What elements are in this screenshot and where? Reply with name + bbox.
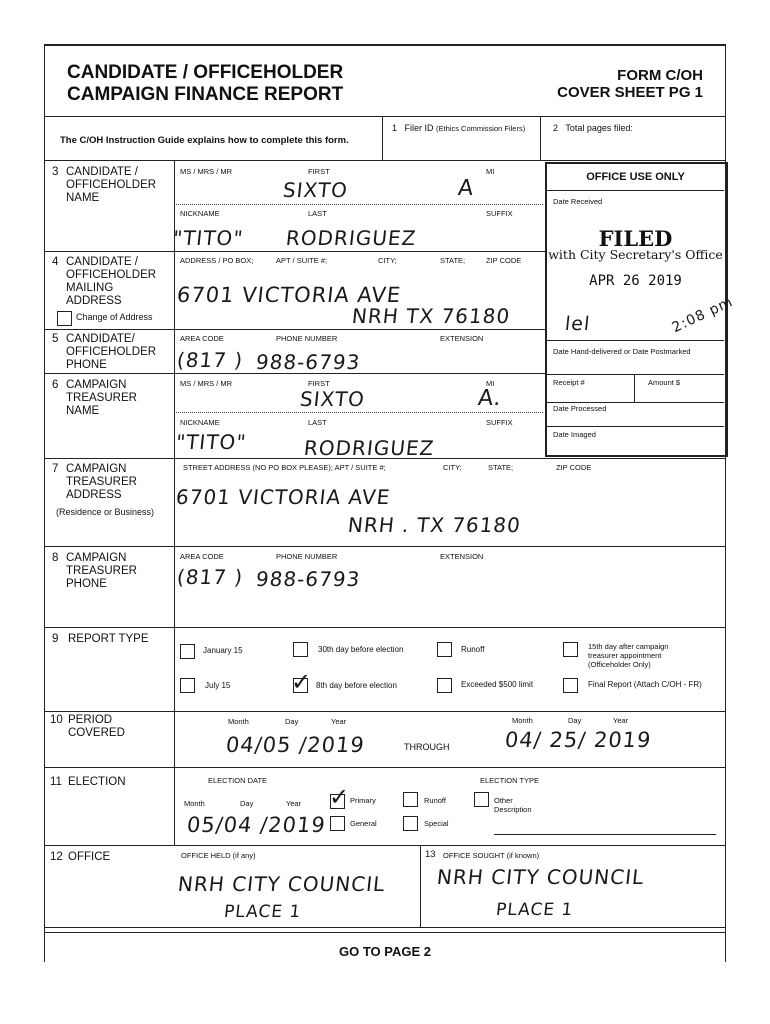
rule-s6 <box>44 373 545 374</box>
s7-street-value[interactable]: 6701 VICTORIA AVE <box>174 485 392 509</box>
s4-zip-label: ZIP CODE <box>486 256 522 265</box>
s7-label-2: TREASURER <box>66 476 137 488</box>
rule-header <box>44 116 726 117</box>
report-exceeded-label: Exceeded $500 limit <box>461 680 534 689</box>
election-runoff-checkbox[interactable] <box>403 792 418 807</box>
s11-day-label: Day <box>240 799 254 808</box>
s10-to-year-label: Year <box>613 716 629 725</box>
change-of-address-label: Change of Address <box>76 312 153 322</box>
s4-label-1: CANDIDATE / <box>66 256 138 268</box>
frame-left <box>44 44 45 962</box>
rule-office-2 <box>547 340 724 341</box>
s3-label-1: CANDIDATE / <box>66 166 138 178</box>
s5-num: 5 <box>52 333 59 345</box>
s3-label-2: OFFICEHOLDER <box>66 179 157 191</box>
s7-street-label: STREET ADDRESS (NO PO BOX PLEASE); APT / SUITE #; <box>183 463 386 472</box>
report-jan15-label: January 15 <box>203 646 243 655</box>
s6-dotted <box>176 412 543 413</box>
s6-first-label: FIRST <box>308 379 330 388</box>
s6-ms-label: MS / MRS / MR <box>180 379 233 388</box>
s9-num: 9 <box>52 633 59 645</box>
s5-label-1: CANDIDATE/ <box>66 333 135 345</box>
s7-sub: (Residence or Business) <box>56 507 155 517</box>
s4-label-2: OFFICEHOLDER <box>66 269 157 281</box>
s3-last-label: LAST <box>308 209 327 218</box>
s10-from-year-label: Year <box>331 717 347 726</box>
report-15day-label <box>588 642 668 669</box>
s7-city-label: CITY; <box>443 463 462 472</box>
rule-s7 <box>44 458 726 459</box>
election-description-text: Description <box>494 805 532 814</box>
s8-label <box>66 552 137 591</box>
s7-label-3: ADDRESS <box>66 489 122 501</box>
s8-phone-label: PHONE NUMBER <box>276 552 338 561</box>
s10-to-value[interactable]: 04/ 25/ 2019 <box>503 728 653 752</box>
title-line2: CAMPAIGN FINANCE REPORT <box>67 84 344 105</box>
s8-area-label: AREA CODE <box>180 552 224 561</box>
s11-num: 11 <box>50 776 62 788</box>
frame-top <box>44 44 726 46</box>
s12-num: 12 <box>50 851 63 863</box>
s5-label-2: OFFICEHOLDER <box>66 346 157 358</box>
s4-city-state-zip-value[interactable]: NRH TX 76180 <box>350 304 512 328</box>
s12-held-label: OFFICE HELD (if any) <box>181 851 256 860</box>
form-code: FORM C/OH <box>617 67 703 84</box>
hand-delivered-label: Date Hand-delivered or Date Postmarked <box>553 347 691 356</box>
s5-label-3: PHONE <box>66 359 107 371</box>
rule-office-v <box>634 374 635 402</box>
s4-apt-label: APT / SUITE #; <box>276 256 328 265</box>
report-15day-line3: (Officeholder Only) <box>588 660 651 669</box>
s6-label <box>66 379 137 418</box>
s7-label <box>66 463 137 502</box>
title-line1: CANDIDATE / OFFICEHOLDER <box>67 62 344 83</box>
election-other-checkbox[interactable] <box>474 792 489 807</box>
report-final-label: Final Report (Attach C/OH - FR) <box>588 680 702 689</box>
s3-label-3: NAME <box>66 192 100 204</box>
s5-area-value[interactable]: (817 ) <box>175 348 245 372</box>
s6-label-1: CAMPAIGN <box>66 379 127 391</box>
rule-v-office <box>420 845 421 927</box>
s6-last-label: LAST <box>308 418 327 427</box>
go-to-page-2: GO TO PAGE 2 <box>339 944 431 959</box>
s10-to-month-label: Month <box>512 716 533 725</box>
election-runoff-label: Runoff <box>424 796 446 805</box>
filer-id-num: 1 <box>392 123 398 133</box>
s5-phone-value[interactable]: 988-6793 <box>254 350 362 374</box>
election-general-checkbox[interactable] <box>330 816 345 831</box>
election-description-line <box>494 834 716 835</box>
filer-id-field[interactable] <box>392 123 525 134</box>
filer-id-note: (Ethics Commission Filers) <box>436 124 526 133</box>
report-jul15-label: July 15 <box>205 681 231 690</box>
report-8day-label: 8th day before election <box>316 681 397 690</box>
filed-with: with City Secretary's Office <box>548 247 723 262</box>
s10-to-day-label: Day <box>568 716 582 725</box>
s3-first-label: FIRST <box>308 167 330 176</box>
filed-stamp: FILED <box>598 226 673 251</box>
s10-num: 10 <box>50 714 63 726</box>
report-exceeded-checkbox[interactable] <box>437 678 452 693</box>
s8-label-2: TREASURER <box>66 565 137 577</box>
s7-city-state-zip-value[interactable]: NRH . TX 76180 <box>346 513 523 537</box>
s3-first-value[interactable]: SIXTO <box>281 178 350 202</box>
s8-area-value[interactable]: (817 ) <box>175 565 245 589</box>
report-15day-checkbox[interactable] <box>563 642 578 657</box>
rule-footer-1 <box>44 927 726 928</box>
s3-dotted <box>176 204 543 205</box>
s11-type-label: ELECTION TYPE <box>480 776 540 785</box>
s8-phone-value[interactable]: 988-6793 <box>254 567 362 591</box>
s6-first-value[interactable]: SIXTO <box>298 387 367 411</box>
s3-nickname-label: NICKNAME <box>180 209 220 218</box>
report-runoff-label: Runoff <box>461 645 485 654</box>
form-subtitle: COVER SHEET PG 1 <box>557 84 703 101</box>
report-jul15-checkbox[interactable] <box>180 678 195 693</box>
s7-zip-label: ZIP CODE <box>556 463 592 472</box>
report-jan15-checkbox[interactable] <box>180 644 195 659</box>
rule-s11 <box>44 767 726 768</box>
s12-held-value-2[interactable]: PLACE 1 <box>222 902 303 922</box>
s10-from-day-label: Day <box>285 717 299 726</box>
election-primary-label: Primary <box>350 796 376 805</box>
s7-state-label: STATE; <box>488 463 514 472</box>
office-use-title: OFFICE USE ONLY <box>586 171 685 183</box>
s10-label-1: PERIOD <box>68 714 113 726</box>
s6-nickname-value[interactable]: "TITO" <box>174 430 248 454</box>
s3-mi-label: MI <box>486 167 495 176</box>
s11-label: ELECTION <box>68 776 126 788</box>
s4-street-value[interactable]: 6701 VICTORIA AVE <box>175 283 403 307</box>
s10-through: THROUGH <box>404 742 450 752</box>
total-pages-num: 2 <box>553 123 559 133</box>
s6-num: 6 <box>52 379 59 391</box>
election-primary-check-mark: ✓ <box>329 783 351 811</box>
election-special-checkbox[interactable] <box>403 816 418 831</box>
election-special-label: Special <box>424 819 449 828</box>
s12-held-value-1[interactable]: NRH CITY COUNCIL <box>176 872 387 896</box>
s11-date-label: ELECTION DATE <box>208 776 268 785</box>
s3-last-value[interactable]: RODRIGUEZ <box>284 226 418 250</box>
filer-id-label: Filer ID <box>404 123 434 133</box>
s6-last-value[interactable]: RODRIGUEZ <box>302 436 436 460</box>
election-other-label <box>494 796 532 814</box>
s6-mi-value[interactable]: A. <box>476 386 503 411</box>
s6-suffix-label: SUFFIX <box>486 418 513 427</box>
s10-from-value[interactable]: 04/05 /2019 <box>224 733 366 757</box>
date-processed-label: Date Processed <box>553 404 607 413</box>
s8-ext-label: EXTENSION <box>440 552 484 561</box>
s13-sought-value-2[interactable]: PLACE 1 <box>494 900 575 920</box>
s7-label-1: CAMPAIGN <box>66 463 127 475</box>
s7-num: 7 <box>52 463 59 475</box>
report-15day-line2: treasurer appointment <box>588 651 662 660</box>
s13-num: 13 <box>425 849 436 860</box>
s5-area-label: AREA CODE <box>180 334 224 343</box>
report-30day-checkbox[interactable] <box>293 642 308 657</box>
s6-label-2: TREASURER <box>66 392 137 404</box>
s3-mi-value[interactable]: A <box>456 176 476 201</box>
s5-phone-label: PHONE NUMBER <box>276 334 338 343</box>
total-pages-label: Total pages filed: <box>565 123 633 133</box>
s4-city-label: CITY; <box>378 256 397 265</box>
report-final-checkbox[interactable] <box>563 678 578 693</box>
s11-date-value[interactable]: 05/04 /2019 <box>185 813 327 837</box>
s8-label-3: PHONE <box>66 578 107 590</box>
rule-office-4 <box>547 402 724 403</box>
s6-nickname-label: NICKNAME <box>180 418 220 427</box>
change-of-address-checkbox[interactable] <box>57 311 72 326</box>
report-30day-label: 30th day before election <box>318 645 404 654</box>
s8-num: 8 <box>52 552 59 564</box>
rule-s9 <box>44 627 726 628</box>
s13-sought-label: OFFICE SOUGHT (if known) <box>443 851 540 860</box>
rule-office-1 <box>547 190 724 191</box>
report-8day-check-mark: ✓ <box>291 668 313 696</box>
total-pages-field[interactable] <box>553 123 633 134</box>
rule-s5 <box>44 329 545 330</box>
date-imaged-label: Date Imaged <box>553 430 596 439</box>
rule-s4 <box>44 251 545 252</box>
time-received: 2:08 pm <box>669 293 736 337</box>
s4-num: 4 <box>52 256 59 268</box>
s6-mi-label: MI <box>486 379 495 388</box>
s6-label-3: NAME <box>66 405 100 417</box>
s11-month-label: Month <box>184 799 205 808</box>
s5-label <box>66 333 156 372</box>
election-other-text: Other <box>494 796 513 805</box>
report-runoff-checkbox[interactable] <box>437 642 452 657</box>
s4-address-label: ADDRESS / PO BOX; <box>180 256 254 265</box>
s9-label: REPORT TYPE <box>68 633 149 645</box>
filed-date: APR 26 2019 <box>589 273 682 289</box>
election-general-label: General <box>350 819 377 828</box>
rule-s10 <box>44 711 726 712</box>
receipt-label: Receipt # <box>553 378 585 387</box>
s8-label-1: CAMPAIGN <box>66 552 127 564</box>
s12-label: OFFICE <box>68 851 111 863</box>
s11-year-label: Year <box>286 799 302 808</box>
s3-label <box>66 166 156 205</box>
s3-nickname-value[interactable]: "TITO" <box>171 226 245 250</box>
instruction-text: The C/OH Instruction Guide explains how to complete this form. <box>60 135 349 146</box>
rule-footer-2 <box>44 932 726 933</box>
report-15day-line1: 15th day after campaign <box>588 642 669 651</box>
s10-from-month-label: Month <box>228 717 249 726</box>
amount-label: Amount $ <box>648 378 681 387</box>
s4-state-label: STATE; <box>440 256 466 265</box>
initials: lel <box>563 313 592 335</box>
s5-ext-label: EXTENSION <box>440 334 484 343</box>
s3-suffix-label: SUFFIX <box>486 209 513 218</box>
s3-num: 3 <box>52 166 59 178</box>
s10-label-2: COVERED <box>68 727 125 739</box>
s4-label <box>66 256 156 308</box>
date-received-label: Date Received <box>553 197 603 206</box>
s10-label <box>68 714 125 740</box>
s3-ms-label: MS / MRS / MR <box>180 167 233 176</box>
rule-v-filer <box>382 116 383 160</box>
s13-sought-value-1[interactable]: NRH CITY COUNCIL <box>435 865 646 889</box>
rule-v-pages <box>540 116 541 160</box>
s4-label-3: MAILING <box>66 282 114 294</box>
rule-office-5 <box>547 426 724 427</box>
rule-office-3 <box>547 374 724 375</box>
rule-s3 <box>44 160 726 161</box>
rule-s8 <box>44 546 726 547</box>
rule-s12 <box>44 845 726 846</box>
s4-label-4: ADDRESS <box>66 295 122 307</box>
